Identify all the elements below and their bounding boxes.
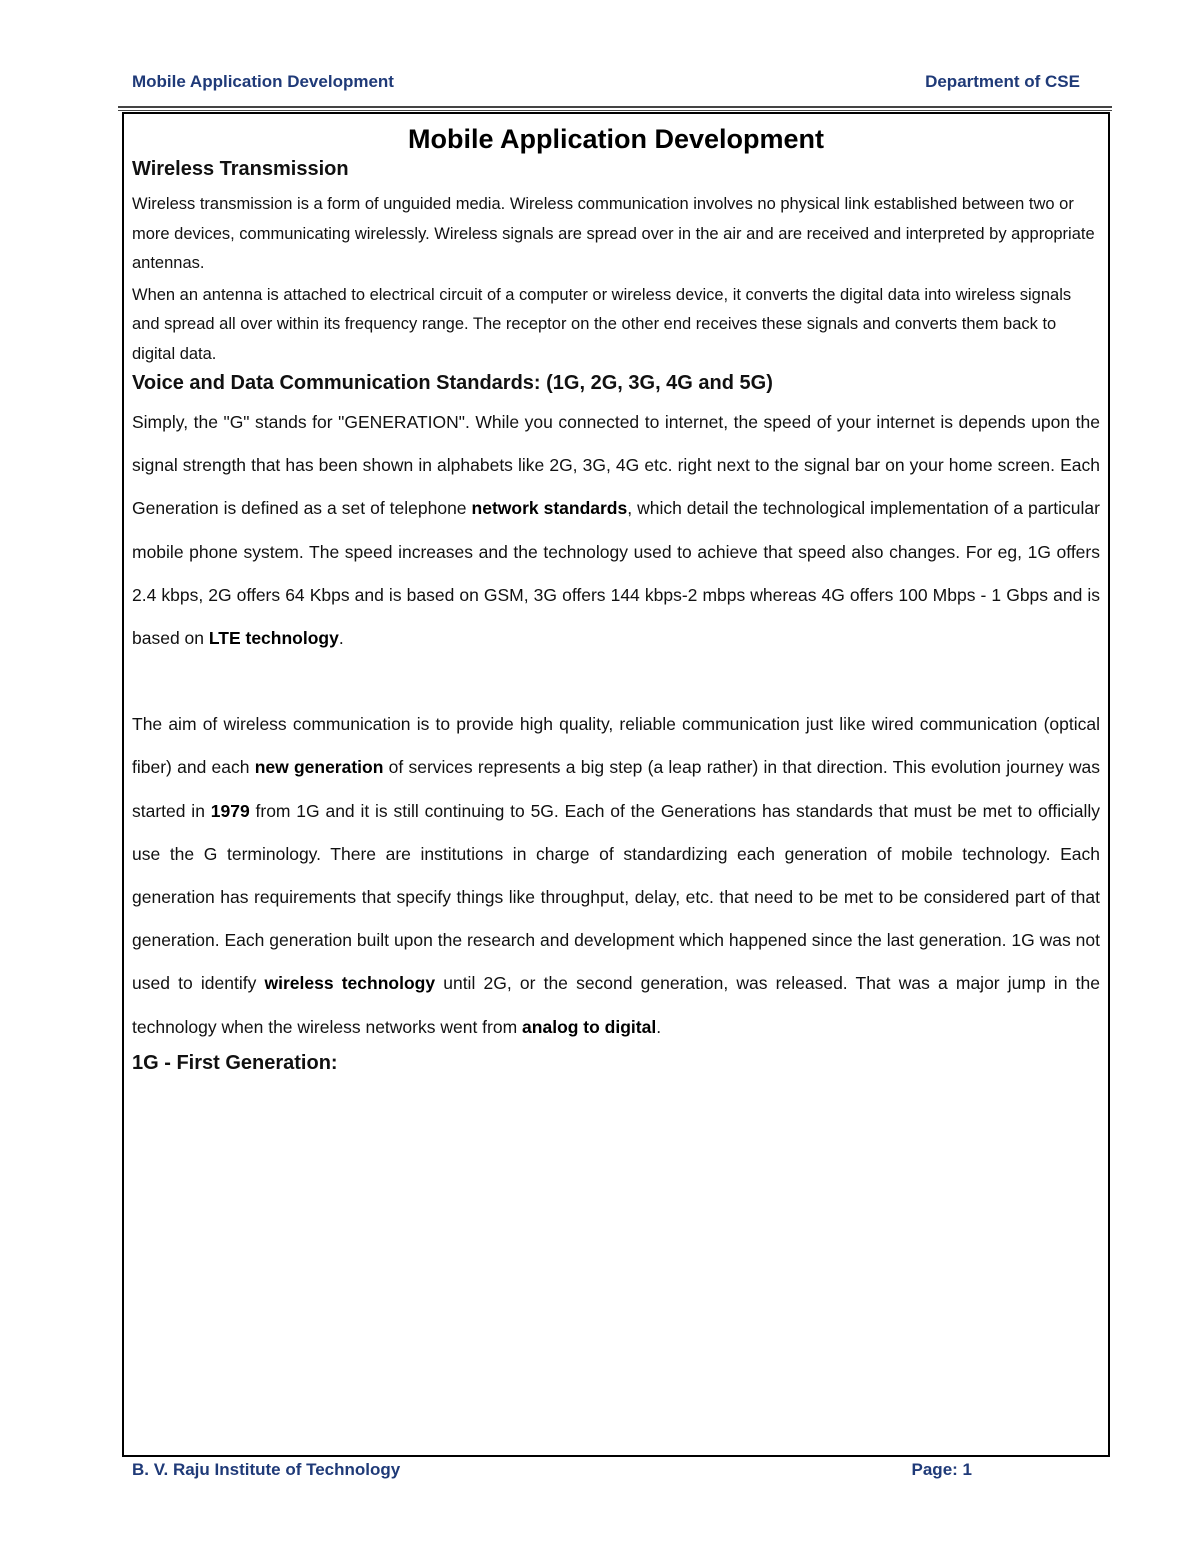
header-department: Department of CSE	[925, 72, 1080, 91]
text-run: until 2G, or the second generation, was released. That was a major jump in the technology when the wireless networks went from	[132, 973, 1100, 1037]
page-header	[132, 72, 1080, 98]
text-run: .	[656, 1016, 662, 1037]
paragraph-wireless-aim	[132, 703, 1100, 1049]
bold-1979: 1979	[210, 800, 250, 821]
text-run: , which detail the technological implementation of a particular mobile phone system. The speed increases and the technology used to achieve that speed also changes. For eg, 1G offers 2.4 kbps, 2G offers 64 Kbps and is based on GSM, 3G offers 144 kbps-2 mbps whereas 4G offers 100 Mbps - 1 Gbps and is based on	[132, 498, 1100, 649]
bold-analog-to-digital: analog to digital	[522, 1016, 657, 1037]
text-run: Simply, the "G" stands for "GENERATION". While you connected to internet, the speed of your internet is depends upon the signal strength that has been shown in alphabets like 2G, 3G, 4G etc. right next to the signal bar on your home screen. Each Generation is defined as a set of telephone	[132, 412, 1100, 519]
text-run: from 1G and it is still continuing to 5G. Each of the Generations has standards that must be met to officially use the G terminology. There are institutions in charge of standardizing each generation of mobile technology. Each generation has requirements that specify things like throughput, delay, etc. that need to be met to be considered part of that generation. Each generation built upon the research and development which happened since the last generation. 1G was not used to identify	[132, 800, 1100, 994]
text-run: .	[338, 628, 344, 649]
bold-new-generation: new generation	[254, 757, 384, 778]
page-footer	[132, 1460, 972, 1484]
text-run: The aim of wireless communication is to provide high quality, reliable communication just like wired communication (optical fiber) and each	[132, 714, 1100, 778]
header-course-title: Mobile Application Development	[132, 72, 394, 91]
header-rule	[118, 106, 1112, 111]
paragraph-generation-definition	[132, 401, 1100, 660]
text-run: of services represents a big step (a leap rather) in that direction. This evolution journey was started in	[132, 757, 1100, 821]
bold-network-standards: network standards	[471, 498, 628, 519]
footer-institute: B. V. Raju Institute of Technology	[132, 1460, 401, 1479]
bold-lte-technology: LTE technology	[208, 628, 339, 649]
paragraph-wireless-2: When an antenna is attached to electrical circuit of a computer or wireless device, it converts the digital data into wireless signals and spread all over within its frequency range. The receptor on the other end receives these signals and converts them back to digital data.	[132, 285, 1072, 363]
footer-page-number: Page: 1	[911, 1460, 972, 1479]
paragraph-wireless-1: Wireless transmission is a form of unguided media. Wireless communication involves no physical link established between two or more devices, communicating wirelessly. Wireless signals are spread over in the air and are received and interpreted by appropriate antennas.	[132, 195, 1095, 272]
heading-first-generation: 1G - First Generation:	[132, 1051, 338, 1074]
heading-communication-standards: Voice and Data Communication Standards: (1G, 2G, 3G, 4G and 5G)	[132, 372, 773, 394]
bold-wireless-technology: wireless technology	[264, 973, 436, 994]
content-box	[122, 112, 1110, 1457]
document-title: Mobile Application Development	[407, 124, 825, 154]
heading-wireless-transmission: Wireless Transmission	[132, 158, 349, 180]
